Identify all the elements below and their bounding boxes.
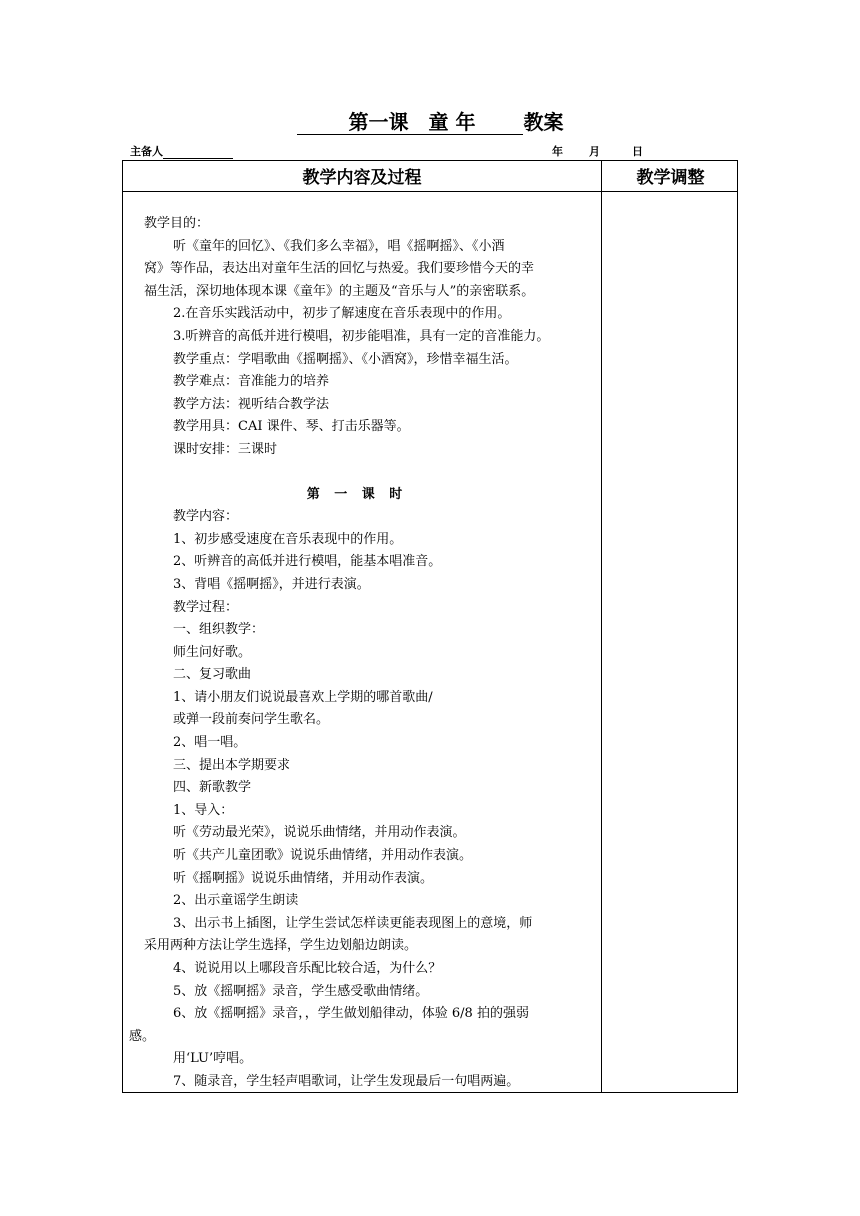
content-line: 三、提出本学期要求 (173, 757, 291, 773)
content-line: 6、放《摇啊摇》录音，，学生做划船律动，体验 6/8 拍的强弱 (173, 1006, 529, 1022)
title-suffix: 教案 (523, 110, 564, 134)
content-line: 课时安排：三课时 (173, 441, 278, 457)
content-line: 教学用具：CAI 课件、琴、打击乐器等。 (173, 419, 410, 435)
content-line: 福生活，深切地体现本课《童年》的主题及“音乐与人”的亲密联系。 (144, 283, 535, 299)
content-line: 3、出示书上插图，让学生尝试怎样读更能表现图上的意境，师 (173, 915, 533, 931)
content-line: 教学目的： (144, 216, 210, 231)
content-line: 2、出示童谣学生朗读 (173, 893, 299, 909)
header-divider (123, 191, 737, 192)
lesson-title: 第一课 童 年 (348, 110, 476, 134)
content-line: 教学内容： (173, 509, 239, 525)
column-divider (601, 161, 602, 1092)
content-line: 感。 (129, 1028, 156, 1044)
content-line: 一、组织教学： (173, 622, 265, 638)
content-line: 4、说说用以上哪段音乐配比较合适，为什么？ (173, 961, 442, 976)
date-year: 年 (552, 145, 563, 158)
content-line: 听《共产儿童团歌》说说乐曲情绪，并用动作表演。 (173, 848, 473, 864)
content-line: 教学方法：视听结合教学法 (173, 396, 330, 412)
content-line: 7、随录音，学生轻声唱歌词，让学生发现最后一句唱两遍。 (173, 1073, 520, 1089)
content-line: 3.听辨音的高低并进行模唱，初步能唱准，具有一定的音准能力。 (173, 328, 550, 344)
title-row (0, 106, 860, 136)
column-header-content: 教学内容及过程 (302, 168, 422, 188)
content-line: 四、新歌教学 (173, 780, 252, 796)
column-header-adjust: 教学调整 (636, 168, 705, 188)
content-line: 2、听辨音的高低并进行模唱，能基本唱准音。 (173, 554, 442, 570)
content-line: 二、复习歌曲 (173, 667, 252, 683)
content-line: 师生问好歌。 (173, 644, 252, 660)
content-line: 5、放《摇啊摇》录音，学生感受歌曲情绪。 (173, 983, 429, 999)
preparer-blank (163, 146, 233, 159)
content-line: 或弹一段前奏问学生歌名。 (173, 712, 330, 728)
content-line: 1、初步感受速度在音乐表现中的作用。 (173, 531, 403, 547)
content-line: 用‘LU’哼唱。 (173, 1051, 253, 1067)
spacer (123, 462, 601, 484)
section-heading: 第 一 课 时 (306, 486, 408, 502)
preparer (130, 143, 233, 159)
content-line: 1、导入： (173, 802, 234, 818)
content-line: 采用两种方法让学生选择，学生边划船边朗读。 (144, 938, 418, 954)
content-line: 窝》等作品，表达出对童年生活的回忆与热爱。我们要珍惜今天的幸 (144, 261, 535, 277)
content-line: 教学难点：音准能力的培养 (173, 374, 330, 390)
content-line: 听《劳动最光荣》，说说乐曲情绪，并用动作表演。 (173, 825, 466, 841)
content-line: 1、请小朋友们说说最喜欢上学期的哪首歌曲/ (173, 689, 433, 705)
content-line: 2、唱一唱。 (173, 735, 247, 751)
lesson-table (122, 160, 738, 1093)
content-line: 2.在音乐实践活动中，初步了解速度在音乐表现中的作用。 (173, 306, 511, 322)
date-month: 月 (589, 145, 600, 158)
content-line: 3、背唱《摇啊摇》，并进行表演。 (173, 576, 370, 592)
document-title (297, 106, 564, 135)
preparer-label: 主备人 (130, 145, 163, 158)
content-line: 教学重点：学唱歌曲《摇啊摇》、《小酒窝》，珍惜幸福生活。 (173, 351, 518, 367)
lesson-content (123, 213, 601, 1094)
content-line: 听《童年的回忆》、《我们多么幸福》，唱《摇啊摇》、《小酒 (173, 238, 505, 254)
date-day: 日 (632, 145, 643, 158)
content-line: 听《摇啊摇》说说乐曲情绪，并用动作表演。 (173, 870, 434, 886)
date-fields (552, 143, 643, 159)
content-line: 教学过程： (173, 599, 239, 615)
title-underline-right (475, 112, 523, 135)
title-underline-left (297, 112, 349, 135)
